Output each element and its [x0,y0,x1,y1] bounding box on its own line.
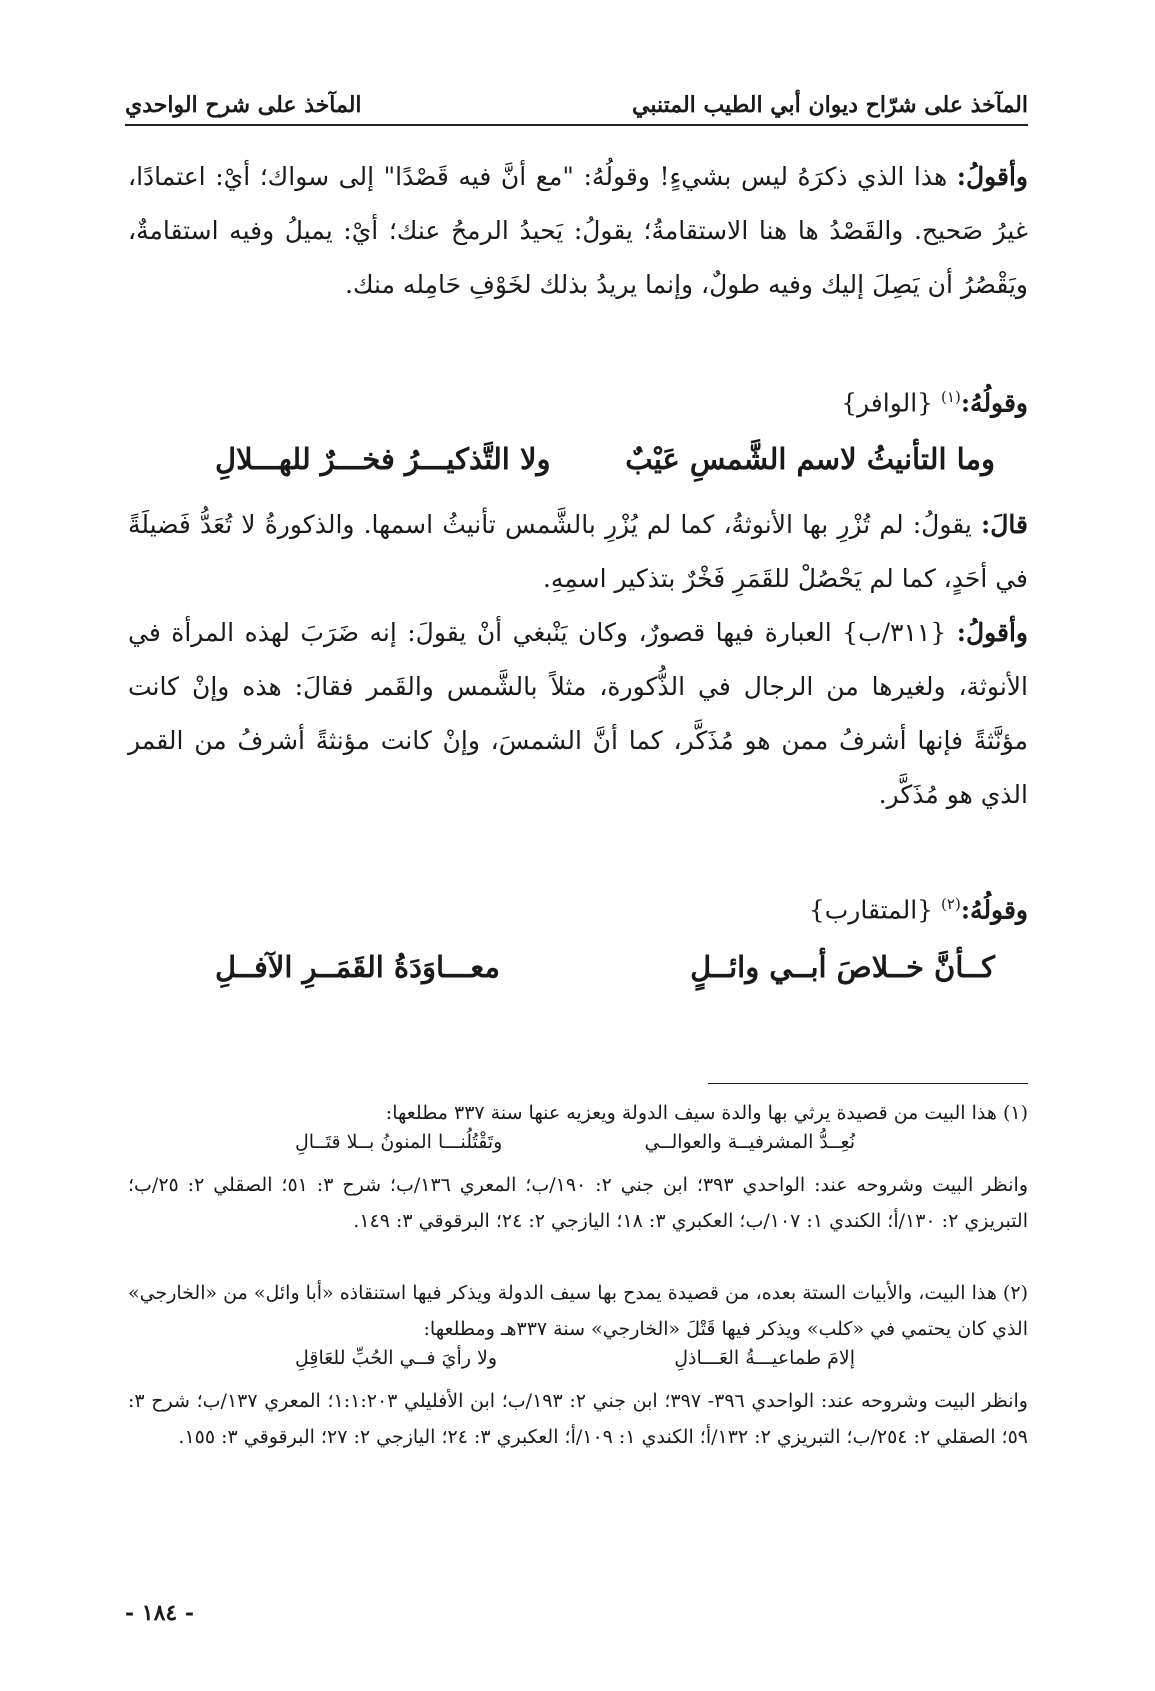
verse-1-lead: وقولُهُ: [960,388,1028,418]
header-book-title: المآخذ على شرّاح ديوان أبي الطيب المتنبي [632,92,1028,118]
verse-1-footnote-ref: (١) [941,388,961,406]
verse-2-heading [809,895,1028,924]
verse-1-meter: {الوافر} [841,388,934,418]
paragraph-3-text: {٣١١/ب} العبارة فيها قصورٌ، وكان يَنْبغي أنْ يقولَ: إنه ضَرَبَ لهذه المرأة في الأنوثة، ولغيرها من الرجال في الذُّكورة، مثلاً بالشَّمس والقَمر فقالَ: هذه وإنْ كانت مؤنَّثةً فإنها أشرفُ ممن هو مُذَكَّر، كما أنَّ الشمسَ، وإنْ كانت مؤنثةً أشرفُ من القمر الذي هو مُذَكَّر. [128,618,1028,809]
verse-1-heading [841,388,1028,417]
footnote-1-verse [295,1131,855,1153]
footnote-1-verse-hemistich-2: وتَقْتُلُنـــا المنونُ بــلا قتَــالِ [295,1131,503,1153]
page-number: - ١٨٤ - [125,1600,195,1626]
verse-2-footnote-ref: (٢) [941,895,961,913]
footnote-1-sources: وانظر البيت وشروحه عند: الواحدي ٣٩٣؛ ابن جني ٢: ١٩٠/ب؛ المعري ١٣٦/ب؛ شرح ٣: ٥١؛ الصقلي ٢: ٢٥/ب؛ التبريزي ٢: ١٣٠/أ؛ الكندي ١: ١٠٧/ب؛ العكبري ٣: ١٨؛ اليازجي ٢: ٢٤؛ البرقوقي ٣: ١٤٩. [128,1174,1029,1232]
paragraph-2 [128,498,1028,606]
paragraph-1 [128,150,1028,312]
footnote-separator [708,1083,1028,1084]
running-header [125,84,1028,126]
verse-1 [215,442,995,476]
paragraph-3 [128,606,1028,822]
footnote-2-verse-hemistich-2: ولا رأيَ فــي الحُبِّ للعَاقِلِ [295,1347,498,1369]
footnote-2-verse [295,1347,855,1369]
paragraph-2-text: يقولُ: لم تُزْرِ بها الأنوثةُ، كما لم يُزْرِ بالشَّمس تأنيثُ اسمها. والذكورةُ لا تُعَدُّ فَضيلَةً في أحَدٍ، كما لم يَحْصُلْ للقَمَرِ فَخْرٌ بتذكير اسمِهِ. [128,510,1028,593]
verse-2-lead: وقولُهُ: [960,895,1028,925]
footnote-2-sources: وانظر البيت وشروحه عند: الواحدي ٣٩٦- ٣٩٧؛ ابن جني ٢: ١٩٣/ب؛ ابن الأفليلي ١:١:٢٠٣؛ المعري ١٣٧/ب؛ شرح ٣: ٥٩؛ الصقلي ٢: ٢٥٤/ب؛ التبريزي ٢: ١٣٢/أ؛ الكندي ١: ١٠٩/أ؛ العكبري ٣: ٢٤؛ اليازجي ٢: ٢٧؛ البرقوقي ٣: ١٥٥. [128,1390,1028,1448]
paragraph-1-lead: وأقولُ: [956,162,1028,191]
paragraph-1-text: هذا الذي ذكرَهُ ليس بشيءٍ! وقولُهُ: "مع أنَّ فيه قَصْدًا" إلى سواك؛ أيْ: اعتمادًا، غيرُ صَحيح. والقَصْدُ ها هنا الاستقامةُ؛ يقولُ: يَحيدُ الرمحُ عنك؛ أيْ: يميلُ وفيه استقامةٌ، ويَقْصُرُ أن يَصِلَ إليك وفيه طولٌ، وإنما يريدُ بذلك لخَوْفِ حَامِله منك. [128,162,1028,299]
paragraph-2-lead: قالَ: [981,510,1028,539]
footnote-2-intro: (٢) هذا البيت، والأبيات الستة بعده، من قصيدة يمدح بها سيف الدولة ويذكر فيها استنقاذه «أبا وائل» من «الخارجي» الذي كان يحتمي في «كلب» ويذكر فيها قَتْلَ «الخارجي» سنة ٣٣٧هـ ومطلعها: [128,1282,1028,1340]
verse-1-hemistich-2: ولا التَّذكيـــرُ فخـــرٌ للهـــلالِ [215,442,551,476]
verse-2-hemistich-1: كــأنَّ خــلاصَ أبــي وائــلٍ [690,950,995,984]
footnote-2-verse-hemistich-1: إلامَ طماعيـــةُ العَـــاذلِ [674,1347,855,1369]
header-section-title: المآخذ على شرح الواحدي [125,92,362,118]
verse-1-hemistich-1: وما التأنيثُ لاسم الشَّمسِ عَيْبٌ [625,442,995,476]
verse-2 [215,950,995,984]
verse-2-meter: {المتقارب} [808,895,934,925]
paragraph-3-lead: وأقولُ: [956,618,1028,647]
footnote-1-intro: (١) هذا البيت من قصيدة يرثي بها والدة سيف الدولة ويعزيه عنها سنة ٣٣٧ مطلعها: [385,1102,1028,1124]
footnote-1-verse-hemistich-1: نُعِــدُّ المشرفيــة والعوالــي [644,1131,855,1153]
verse-2-hemistich-2: معـــاوَدَةُ القَمَــرِ الآفــلِ [215,950,500,984]
